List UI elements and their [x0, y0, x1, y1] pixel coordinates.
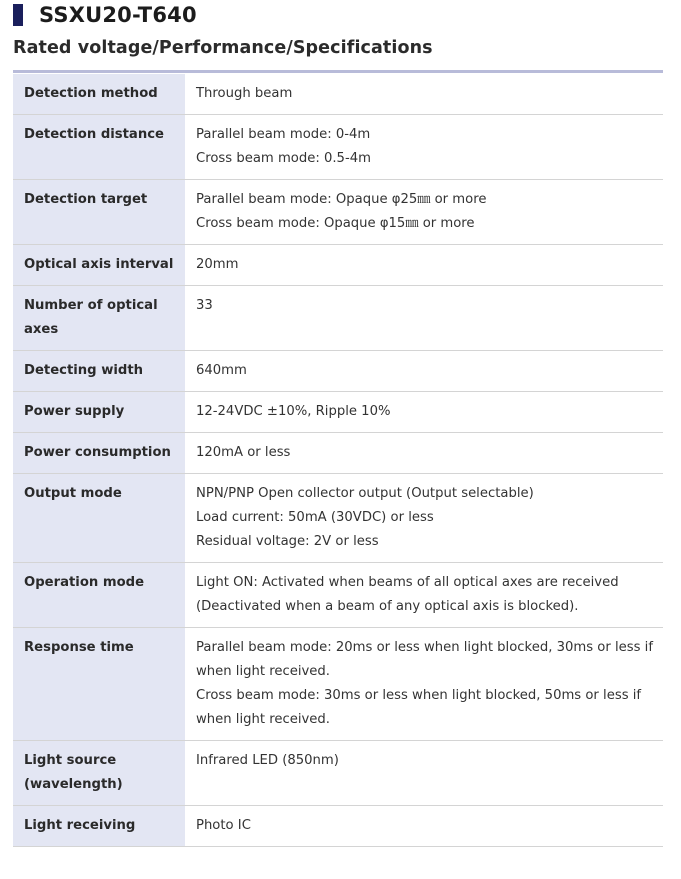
spec-row	[13, 74, 663, 115]
spec-value-line: Infrared LED (850nm)	[196, 753, 339, 768]
spec-label: Power consumption	[13, 433, 185, 474]
spec-row	[13, 474, 663, 563]
spec-table	[13, 73, 663, 847]
spec-row	[13, 628, 663, 741]
spec-row	[13, 180, 663, 245]
spec-label: Power supply	[13, 392, 185, 433]
spec-value-line: Load current: 50mA (30VDC) or less	[196, 510, 434, 525]
spec-row	[13, 392, 663, 433]
spec-value-line: Parallel beam mode: 20ms or less when light blocked, 30ms or less if when light received.	[196, 640, 653, 679]
spec-value-line: NPN/PNP Open collector output (Output selectable)	[196, 486, 534, 501]
spec-value	[185, 741, 663, 806]
spec-value	[185, 628, 663, 741]
spec-row	[13, 245, 663, 286]
spec-table-body	[13, 74, 663, 847]
spec-label: Operation mode	[13, 563, 185, 628]
spec-row	[13, 806, 663, 847]
spec-value-line: Parallel beam mode: 0-4m	[196, 127, 371, 142]
spec-value	[185, 180, 663, 245]
spec-value	[185, 392, 663, 433]
spec-value-line: 12-24VDC ±10%, Ripple 10%	[196, 404, 391, 419]
spec-value-line: 120mA or less	[196, 445, 291, 460]
spec-value-line: Cross beam mode: 30ms or less when light blocked, 50ms or less if when light received.	[196, 688, 642, 727]
title-accent-bar	[13, 4, 23, 26]
spec-label: Detecting width	[13, 351, 185, 392]
spec-value-line: (Deactivated when a beam of any optical axis is blocked).	[196, 599, 579, 614]
spec-label: Detection target	[13, 180, 185, 245]
spec-label: Detection distance	[13, 115, 185, 180]
product-title-text: SSXU20-T640	[39, 3, 197, 27]
spec-row	[13, 351, 663, 392]
spec-value-line: Parallel beam mode: Opaque φ25㎜ or more	[196, 192, 487, 207]
spec-value	[185, 351, 663, 392]
spec-label: Light source (wavelength)	[13, 741, 185, 806]
spec-value-line: Light ON: Activated when beams of all optical axes are received	[196, 575, 619, 590]
spec-label: Output mode	[13, 474, 185, 563]
spec-value-line: 20mm	[196, 257, 239, 272]
spec-value-line: Residual voltage: 2V or less	[196, 534, 379, 549]
spec-value-line: Through beam	[196, 86, 293, 101]
spec-value-line: Cross beam mode: Opaque φ15㎜ or more	[196, 216, 475, 231]
spec-label: Detection method	[13, 74, 185, 115]
spec-row	[13, 741, 663, 806]
spec-value	[185, 115, 663, 180]
spec-value-line: Cross beam mode: 0.5-4m	[196, 151, 371, 166]
spec-value	[185, 245, 663, 286]
spec-value	[185, 563, 663, 628]
spec-row	[13, 563, 663, 628]
spec-label: Number of optical axes	[13, 286, 185, 351]
spec-row	[13, 433, 663, 474]
spec-value	[185, 806, 663, 847]
spec-value	[185, 474, 663, 563]
spec-value-line: 640mm	[196, 363, 247, 378]
spec-label: Light receiving	[13, 806, 185, 847]
spec-label: Response time	[13, 628, 185, 741]
spec-value-line: Photo IC	[196, 818, 251, 833]
spec-value-line: 33	[196, 298, 213, 313]
spec-row	[13, 115, 663, 180]
product-title	[13, 2, 197, 28]
spec-value	[185, 286, 663, 351]
spec-label: Optical axis interval	[13, 245, 185, 286]
spec-row	[13, 286, 663, 351]
spec-value	[185, 74, 663, 115]
spec-value	[185, 433, 663, 474]
section-heading: Rated voltage/Performance/Specifications	[13, 38, 433, 58]
